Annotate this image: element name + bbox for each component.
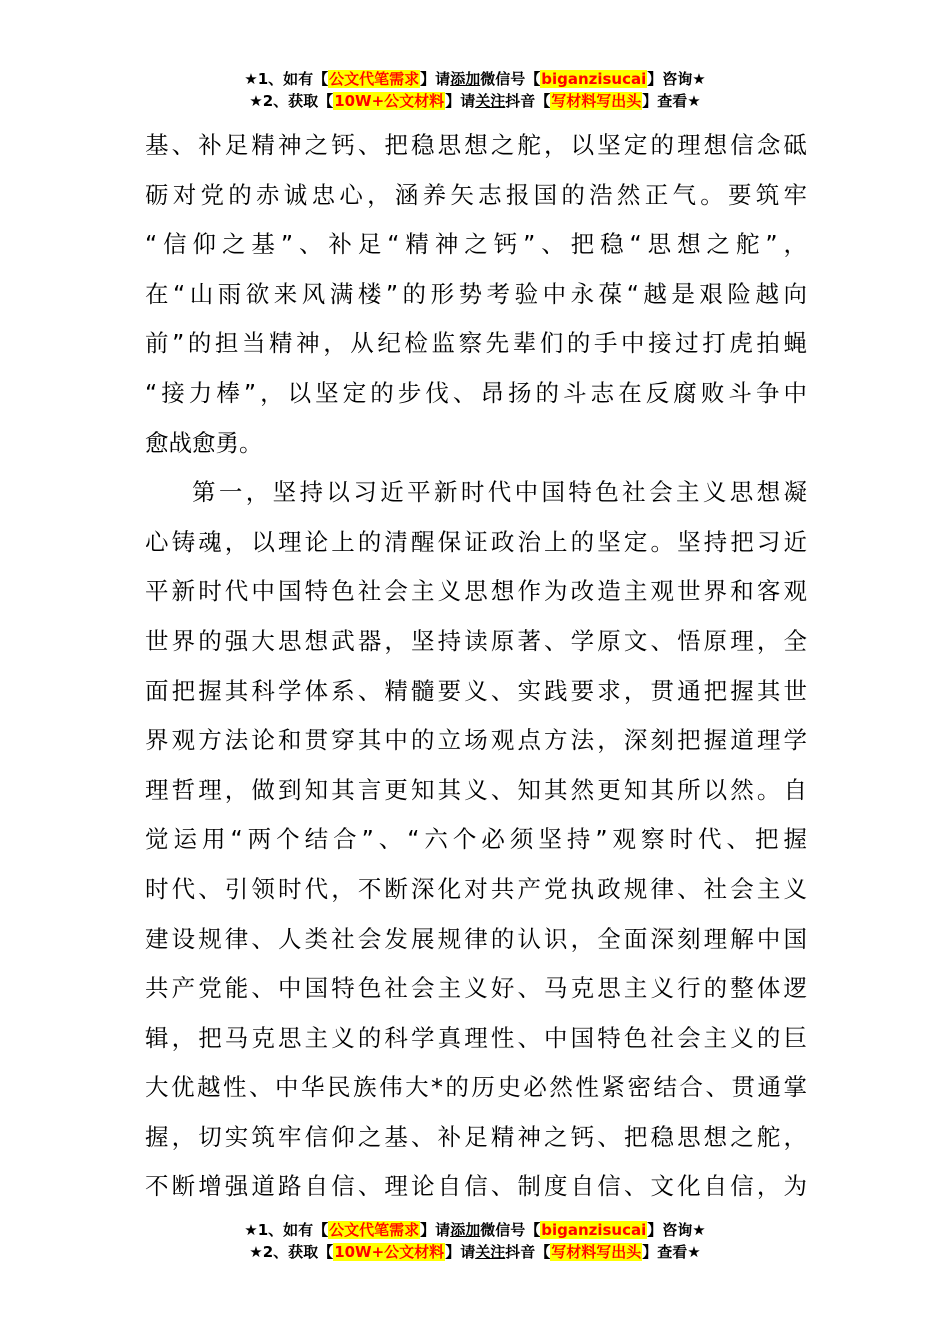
text-line: 共产党能、中国特色社会主义好、马克思主义行的整体逻	[145, 974, 807, 1003]
text-line: 面把握其科学体系、精髓要义、实践要求，贯通把握其世	[145, 676, 807, 705]
banner-line-2: ★2、获取【10W+公文材料】请关注抖音【写材料写出头】查看★	[249, 1243, 701, 1261]
text-line: 建设规律、人类社会发展规律的认识，全面深刻理解中国	[145, 924, 807, 953]
text-line: 在“山雨欲来风满楼”的形势考验中永葆“越是艰险越向	[145, 279, 807, 308]
text-line: 握，切实筑牢信仰之基、补足精神之钙、把稳思想之舵，	[145, 1122, 807, 1151]
text-line: 基、补足精神之钙、把稳思想之舵，以坚定的理想信念砥	[145, 131, 807, 159]
highlight-materials: 10W+公文材料	[334, 1243, 445, 1261]
text-line: 理哲理，做到知其言更知其义、知其然更知其所以然。自	[145, 775, 807, 804]
text-line: 时代、引领时代，不断深化对共产党执政规律、社会主义	[145, 874, 807, 903]
text-line: 心铸魂，以理论上的清醒保证政治上的坚定。坚持把习近	[145, 527, 807, 556]
text-line: 界观方法论和贯穿其中的立场观点方法，深刻把握道理学	[145, 726, 807, 755]
highlight-materials: 10W+公文材料	[334, 92, 445, 110]
text-line: 愈战愈勇。	[145, 428, 263, 457]
text-line: 不断增强道路自信、理论自信、制度自信、文化自信，为	[145, 1172, 807, 1201]
footer-banner	[0, 1219, 950, 1263]
text-line: “信仰之基”、补足“精神之钙”、把稳“思想之舵”，	[145, 230, 807, 259]
header-banner	[0, 68, 950, 112]
highlight-douyin: 写材料写出头	[551, 92, 642, 110]
banner-line-2: ★2、获取【10W+公文材料】请关注抖音【写材料写出头】查看★	[249, 92, 701, 110]
paragraph-1	[145, 121, 807, 468]
text-line: 大优越性、中华民族伟大*的历史必然性紧密结合、贯通掌	[145, 1073, 807, 1102]
document-body	[145, 121, 807, 1212]
text-line: 砺对党的赤诚忠心，涵养矢志报国的浩然正气。要筑牢	[145, 180, 807, 209]
text-line: 世界的强大思想武器，坚持读原著、学原文、悟原理，全	[145, 626, 807, 655]
highlight-wechat-id: biganzisucai	[541, 1221, 647, 1239]
banner-line-1: ★1、如有【公文代笔需求】请添加微信号【biganzisucai】咨询★	[244, 70, 706, 88]
highlight-service: 公文代笔需求	[329, 1221, 420, 1239]
highlight-service: 公文代笔需求	[329, 70, 420, 88]
highlight-douyin: 写材料写出头	[551, 1243, 642, 1261]
banner-line-1: ★1、如有【公文代笔需求】请添加微信号【biganzisucai】咨询★	[244, 1221, 706, 1239]
paragraph-2	[145, 468, 807, 1212]
text-line: 平新时代中国特色社会主义思想作为改造主观世界和客观	[145, 577, 807, 606]
text-line: 前”的担当精神，从纪检监察先辈们的手中接过打虎拍蝇	[145, 329, 807, 358]
text-line: 第一，坚持以习近平新时代中国特色社会主义思想凝	[192, 478, 807, 507]
highlight-wechat-id: biganzisucai	[541, 70, 647, 88]
text-line: 辑，把马克思主义的科学真理性、中国特色社会主义的巨	[145, 1023, 807, 1052]
text-line: 觉运用“两个结合”、“六个必须坚持”观察时代、把握	[145, 825, 807, 854]
text-line: “接力棒”，以坚定的步伐、昂扬的斗志在反腐败斗争中	[145, 378, 807, 407]
